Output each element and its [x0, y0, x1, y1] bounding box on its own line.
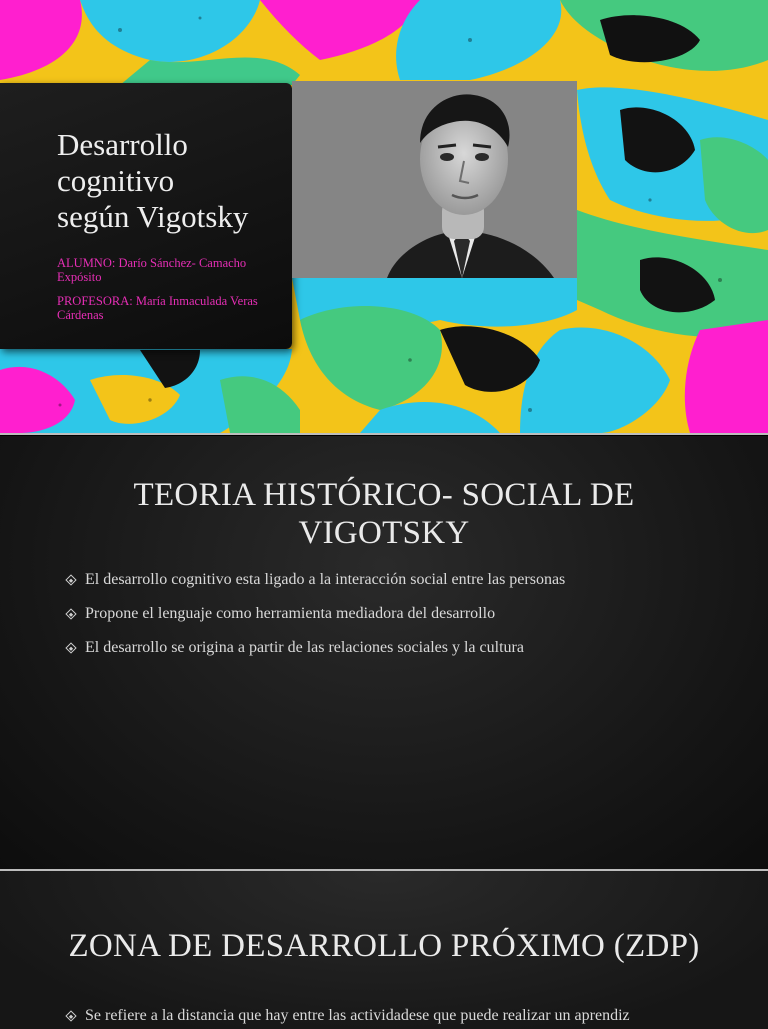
- bullet-text: Propone el lenguaje como herramienta mediadora del desarrollo: [85, 605, 496, 622]
- title-slide: [0, 0, 768, 433]
- portrait-photo: [292, 81, 577, 278]
- slide-title-line: TEORIA HISTÓRICO- SOCIAL DE: [133, 477, 635, 513]
- list-item: [66, 567, 565, 601]
- zdp-slide: [0, 871, 768, 1029]
- diamond-bullet-icon: [65, 642, 76, 653]
- slide-title: ZONA DE DESARROLLO PRÓXIMO (ZDP): [68, 928, 700, 964]
- list-item: [66, 1003, 630, 1029]
- list-item: [66, 635, 565, 669]
- slide-title-line: VIGOTSKY: [298, 515, 470, 551]
- portrait-illustration: [292, 81, 577, 278]
- bullet-text: El desarrollo cognitivo esta ligado a la interacción social entre las personas: [85, 571, 566, 588]
- bullet-list: [66, 1003, 630, 1029]
- bullet-text: Se refiere a la distancia que hay entre las actividadese que puede realizar un aprendiz: [85, 1007, 630, 1024]
- title-line: según Vigotsky: [57, 199, 249, 234]
- theory-slide: [0, 435, 768, 869]
- diamond-bullet-icon: [65, 1010, 76, 1021]
- bullet-list: [66, 567, 565, 669]
- slide-title: [40, 476, 728, 552]
- bullet-text: El desarrollo se origina a partir de las relaciones sociales y la cultura: [85, 639, 524, 656]
- teacher-name: PROFESORA: María Inmaculada Veras Cárdenas: [57, 294, 258, 322]
- diamond-bullet-icon: [65, 574, 76, 585]
- student-name: ALUMNO: Darío Sánchez- Camacho Expósito: [57, 256, 247, 284]
- diamond-bullet-icon: [65, 608, 76, 619]
- presentation-title: [57, 127, 277, 235]
- title-line: Desarrollo: [57, 127, 188, 162]
- title-line: cognitivo: [57, 163, 175, 198]
- title-card: [0, 83, 292, 349]
- list-item: [66, 601, 565, 635]
